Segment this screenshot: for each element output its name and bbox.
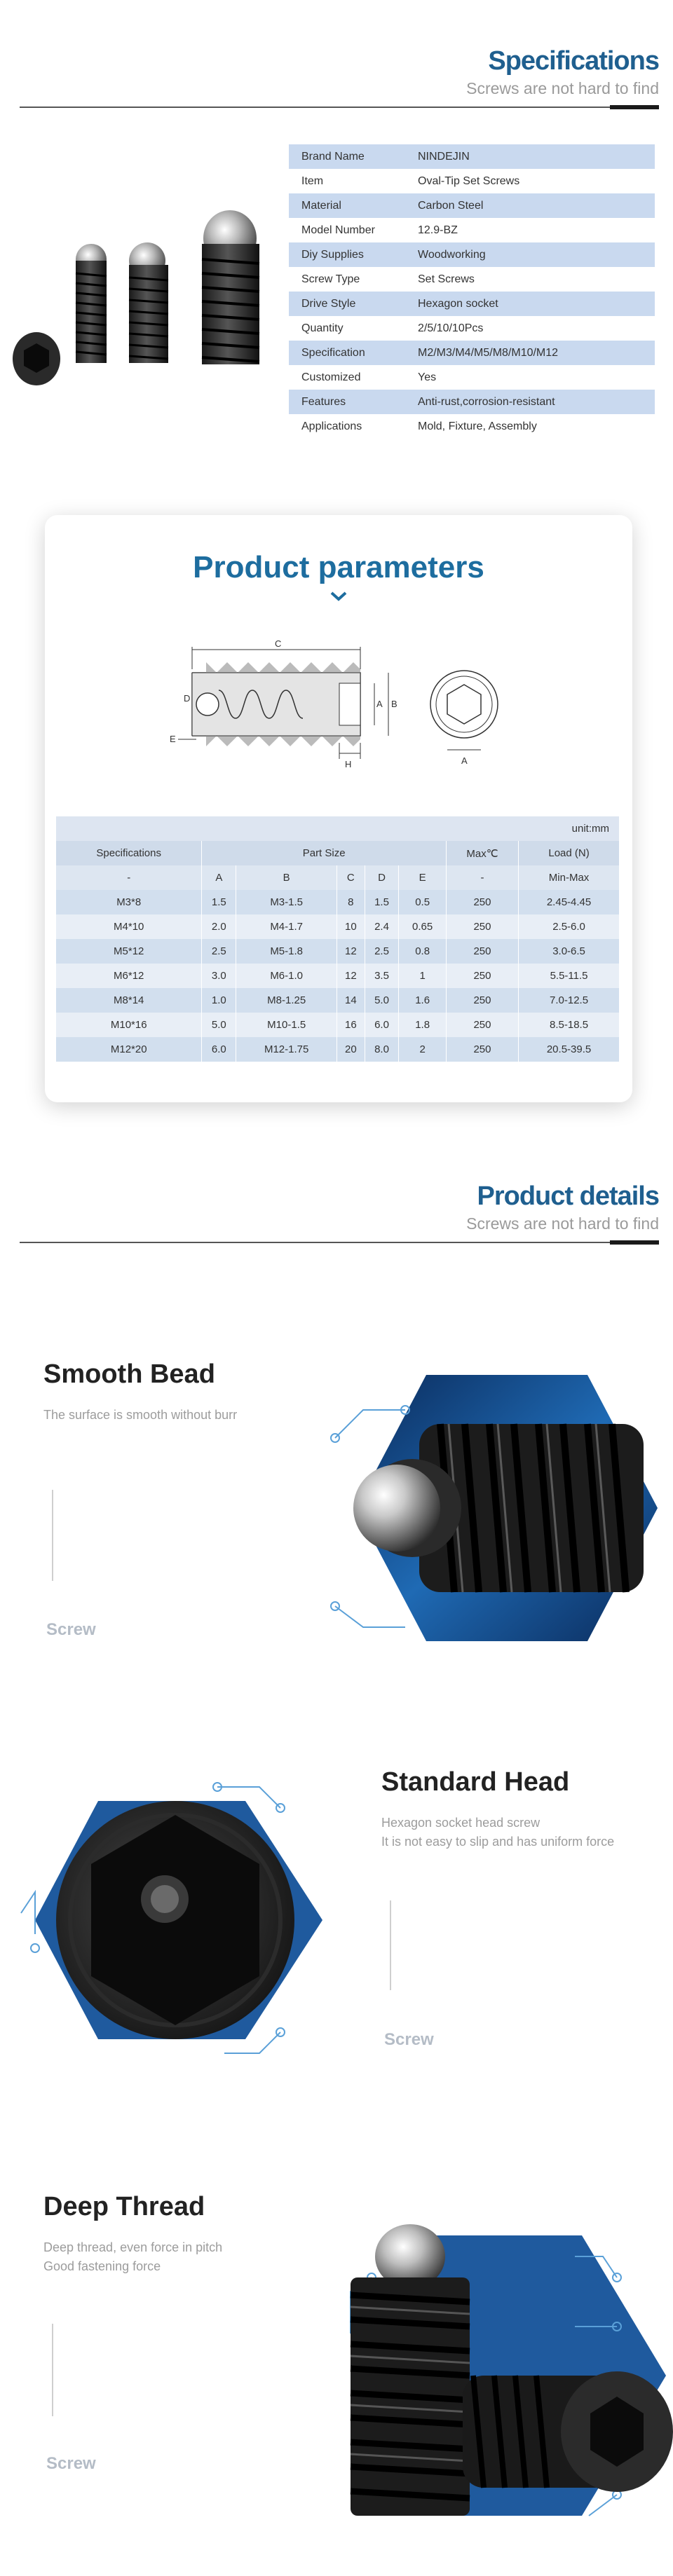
param-cell: 250: [446, 1013, 518, 1037]
diagram-label-h: H: [345, 759, 352, 769]
param-cell: 1.8: [399, 1013, 446, 1037]
param-cell: 1: [399, 964, 446, 988]
diagram-label-d: D: [184, 693, 191, 704]
param-cell: M6-1.0: [236, 964, 337, 988]
detail-title-standard-head: Standard Head: [381, 1767, 570, 1797]
param-cell: 1.6: [399, 988, 446, 1013]
detail-divider: [390, 1900, 391, 1990]
param-cell: 2.4: [365, 914, 399, 939]
param-cell: 1.0: [202, 988, 236, 1013]
spec-value: 12.9-BZ: [418, 224, 458, 236]
spec-key: Drive Style: [289, 292, 405, 316]
param-cell: 0.5: [399, 890, 446, 914]
detail-divider: [52, 2324, 53, 2416]
param-cell: 3.5: [365, 964, 399, 988]
parameters-title: Product parameters: [193, 550, 484, 584]
spec-key: Item: [301, 174, 324, 187]
param-cell: 250: [446, 890, 518, 914]
param-cell: 2.5: [365, 939, 399, 964]
details-header: [466, 1181, 659, 1233]
divider-accent: [610, 1240, 659, 1245]
param-cell: 2.45-4.45: [519, 890, 620, 914]
diagram-label-b: B: [391, 699, 397, 709]
details-subtitle: Screws are not hard to find: [466, 1214, 659, 1233]
param-subheader-cell: E: [399, 865, 446, 890]
param-cell: 1.5: [365, 890, 399, 914]
param-cell: 14: [337, 988, 365, 1013]
spec-row: [289, 242, 655, 267]
param-cell: 5.0: [365, 988, 399, 1013]
diagram-label-a: A: [376, 699, 383, 709]
param-subheader-row: [56, 865, 620, 890]
param-cell: 250: [446, 914, 518, 939]
chevron-down-icon: [329, 591, 348, 602]
param-cell: 8.5-18.5: [519, 1013, 620, 1037]
divider-line: [20, 107, 659, 108]
param-cell: 10: [337, 914, 365, 939]
detail-tag-screw: Screw: [46, 2454, 96, 2473]
specifications-subtitle: Screws are not hard to find: [466, 79, 659, 97]
param-cell: 5.5-11.5: [519, 964, 620, 988]
param-cell: 250: [446, 939, 518, 964]
param-cell: 0.65: [399, 914, 446, 939]
spec-key: Model Number: [301, 224, 375, 236]
param-cell: 16: [337, 1013, 365, 1037]
spec-value: Oval-Tip Set Screws: [418, 174, 520, 187]
header-specifications: Specifications: [56, 841, 202, 865]
spec-row: [289, 341, 655, 365]
standard-head-image: [14, 1773, 336, 2067]
header-load: Load (N): [519, 841, 620, 865]
param-cell: 12: [337, 964, 365, 988]
param-row: [56, 988, 620, 1013]
param-row: [56, 939, 620, 964]
param-subheader-cell: C: [337, 865, 365, 890]
detail-tag-screw: Screw: [46, 1620, 96, 1639]
specifications-table: [289, 144, 655, 439]
spec-row: [289, 365, 655, 390]
param-cell: 12: [337, 939, 365, 964]
param-cell: 3.0-6.5: [519, 939, 620, 964]
detail-desc-line: Deep thread, even force in pitch: [43, 2240, 223, 2254]
product-parameters-card: [45, 515, 632, 1102]
spec-value: Yes: [418, 371, 437, 383]
parameters-table: [56, 816, 620, 1062]
param-row: [56, 890, 620, 914]
param-cell: 20.5-39.5: [519, 1037, 620, 1062]
param-subheader-cell: D: [365, 865, 399, 890]
spec-row: [289, 144, 655, 169]
param-cell: M6*12: [56, 964, 202, 988]
diagram-label-e: E: [170, 734, 176, 744]
spec-key: Features: [289, 390, 405, 414]
detail-desc-line: It is not easy to slip and has uniform force: [381, 1835, 615, 1849]
detail-desc-standard-head: [381, 1814, 614, 1851]
param-cell: M10*16: [56, 1013, 202, 1037]
spec-value: M2/M3/M4/M5/M8/M10/M12: [405, 341, 655, 365]
detail-divider: [52, 1490, 53, 1581]
detail-desc-deep-thread: [43, 2238, 222, 2276]
spec-key: Brand Name: [289, 144, 405, 169]
divider-line: [20, 1242, 659, 1243]
deep-thread-image: [322, 2214, 673, 2537]
param-subheader-cell: B: [236, 865, 337, 890]
param-cell: 2.5: [202, 939, 236, 964]
param-cell: 8.0: [365, 1037, 399, 1062]
detail-desc-line: The surface is smooth without burr: [43, 1408, 238, 1422]
param-cell: 5.0: [202, 1013, 236, 1037]
param-cell: 20: [337, 1037, 365, 1062]
spec-key: Screw Type: [301, 273, 360, 285]
diagram-label-c: C: [275, 638, 282, 649]
param-cell: 1.5: [202, 890, 236, 914]
spec-key: Quantity: [301, 322, 344, 334]
param-cell: 0.8: [399, 939, 446, 964]
detail-title-smooth-bead: Smooth Bead: [43, 1359, 215, 1389]
diagram-label-a-end: A: [461, 755, 468, 766]
param-row: [56, 1013, 620, 1037]
spec-value: Set Screws: [418, 273, 475, 285]
param-cell: 2: [399, 1037, 446, 1062]
param-row: [56, 964, 620, 988]
spec-key: Material: [289, 193, 405, 218]
param-cell: M5*12: [56, 939, 202, 964]
param-cell: 250: [446, 1037, 518, 1062]
spec-key: Specification: [289, 341, 405, 365]
param-subheader-cell: -: [56, 865, 202, 890]
param-subheader-cell: -: [446, 865, 518, 890]
param-cell: 250: [446, 964, 518, 988]
spec-row: [289, 316, 655, 341]
param-cell: M5-1.8: [236, 939, 337, 964]
param-cell: M12*20: [56, 1037, 202, 1062]
spec-row: [289, 193, 655, 218]
param-cell: 6.0: [365, 1013, 399, 1037]
spec-key: Customized: [301, 371, 361, 383]
param-cell: 8: [337, 890, 365, 914]
param-cell: 250: [446, 988, 518, 1013]
spec-value: Woodworking: [405, 242, 655, 267]
detail-desc-smooth-bead: [43, 1406, 237, 1425]
spec-row: [289, 169, 655, 193]
param-row: [56, 914, 620, 939]
param-cell: 2.5-6.0: [519, 914, 620, 939]
param-cell: M3*8: [56, 890, 202, 914]
header-max-temp: Max℃: [446, 841, 518, 865]
spec-row: [289, 218, 655, 242]
param-cell: M12-1.75: [236, 1037, 337, 1062]
param-cell: M10-1.5: [236, 1013, 337, 1037]
detail-tag-screw: Screw: [384, 2030, 434, 2049]
detail-desc-line: Good fastening force: [43, 2259, 161, 2273]
param-cell: 3.0: [202, 964, 236, 988]
spec-value: Anti-rust,corrosion-resistant: [405, 390, 655, 414]
param-cell: M4*10: [56, 914, 202, 939]
spec-value: Mold, Fixture, Assembly: [418, 420, 537, 432]
param-cell: M3-1.5: [236, 890, 337, 914]
screws-product-image: [7, 210, 273, 406]
spec-row: [289, 267, 655, 292]
specifications-header: [466, 46, 659, 98]
param-row: [56, 1037, 620, 1062]
detail-desc-line: Hexagon socket head screw: [381, 1816, 541, 1830]
param-subheader-cell: A: [202, 865, 236, 890]
spec-key: Diy Supplies: [289, 242, 405, 267]
spec-row: [289, 292, 655, 316]
screw-dimension-diagram: [164, 634, 515, 774]
spec-value: Hexagon socket: [405, 292, 655, 316]
spec-value: 2/5/10/10Pcs: [418, 322, 484, 334]
spec-key: Applications: [301, 420, 362, 432]
param-subheader-cell: Min-Max: [519, 865, 620, 890]
specifications-title: Specifications: [488, 46, 659, 76]
divider-accent: [610, 105, 659, 109]
param-cell: M8*14: [56, 988, 202, 1013]
details-title: Product details: [477, 1181, 659, 1211]
param-cell: 7.0-12.5: [519, 988, 620, 1013]
param-cell: M4-1.7: [236, 914, 337, 939]
param-cell: 2.0: [202, 914, 236, 939]
spec-row: [289, 390, 655, 414]
spec-value: Carbon Steel: [405, 193, 655, 218]
detail-title-deep-thread: Deep Thread: [43, 2192, 205, 2221]
unit-label: unit:mm: [56, 816, 620, 841]
spec-value: NINDEJIN: [405, 144, 655, 169]
smooth-bead-image: [314, 1361, 665, 1655]
param-cell: 6.0: [202, 1037, 236, 1062]
spec-row: [289, 414, 655, 439]
param-cell: M8-1.25: [236, 988, 337, 1013]
header-part-size: Part Size: [202, 841, 446, 865]
